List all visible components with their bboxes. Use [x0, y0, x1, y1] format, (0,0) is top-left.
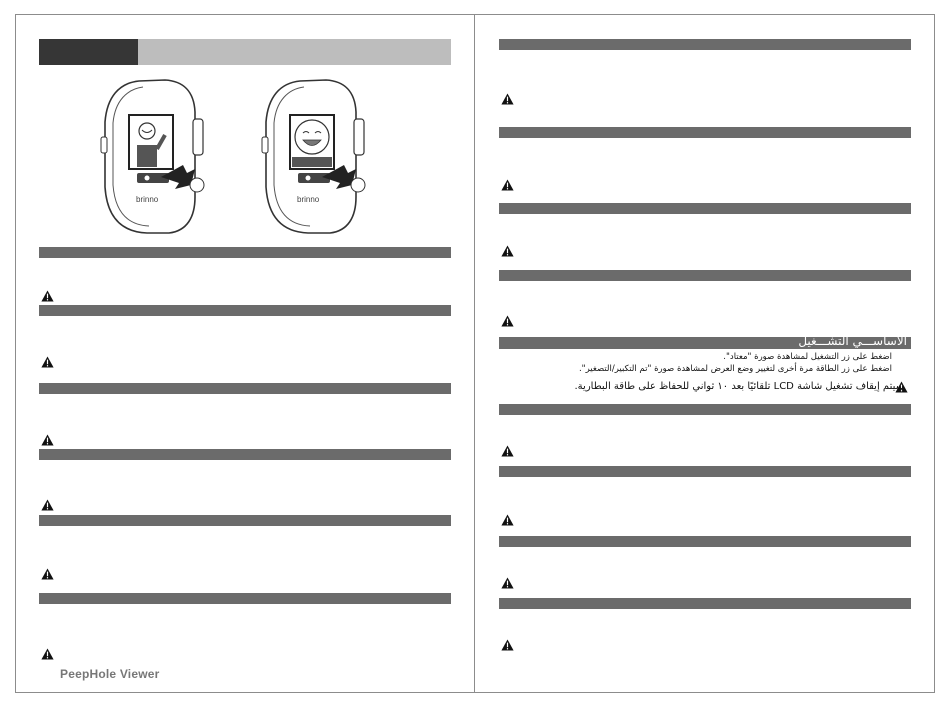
section-bar-3: [39, 383, 451, 394]
warning-icon: [501, 93, 514, 105]
warning-icon: [501, 245, 514, 257]
warning-icon: [501, 639, 514, 651]
section-bar-r8: [499, 598, 911, 609]
basic-operation-line-2: اضغط على زر الطاقة مرة أخرى لتغيير وضع العرض لمشاهدة صورة "تم التكبير/التصغير".: [578, 364, 892, 374]
warning-icon: [41, 499, 54, 511]
warning-icon: [41, 290, 54, 302]
device-logo: brinno: [297, 195, 320, 204]
warning-icon: [501, 577, 514, 589]
basic-operation-note: سيتم إيقاف تشغيل شاشة LCD تلقائيًا بعد ١٠ ثواني للحفاظ على طاقة البطارية.: [574, 381, 904, 392]
warning-icon: [501, 445, 514, 457]
warning-icon: [501, 315, 514, 327]
section-bar-r2: [499, 127, 911, 138]
chapter-tab-dark: [39, 39, 138, 65]
device-illustration-zoomed: [255, 77, 375, 237]
warning-icon: [501, 179, 514, 191]
left-page: [15, 14, 475, 693]
section-bar-4: [39, 449, 451, 460]
device-illustration-normal: [94, 77, 214, 237]
section-bar-r1: [499, 39, 911, 50]
chapter-tab: [39, 39, 451, 65]
brand-footer: PeepHole Viewer: [60, 667, 160, 681]
device-logo: brinno: [136, 195, 159, 204]
warning-icon: [501, 514, 514, 526]
section-bar-r3: [499, 203, 911, 214]
section-bar-r6: [499, 466, 911, 477]
section-bar-1: [39, 247, 451, 258]
section-bar-r5: [499, 404, 911, 415]
section-bar-2: [39, 305, 451, 316]
warning-icon: [41, 356, 54, 368]
warning-icon: [41, 568, 54, 580]
section-bar-r7: [499, 536, 911, 547]
chapter-tab-light: [138, 39, 451, 65]
section-bar-r4: [499, 270, 911, 281]
section-bar-6: [39, 593, 451, 604]
basic-operation-line-1: اضغط على زر التشغيل لمشاهدة صورة "معتاد".: [723, 352, 892, 362]
section-bar-5: [39, 515, 451, 526]
basic-operation-title: الأساســـي التشـــغيل: [798, 334, 907, 348]
warning-icon: [41, 648, 54, 660]
warning-icon: [41, 434, 54, 446]
